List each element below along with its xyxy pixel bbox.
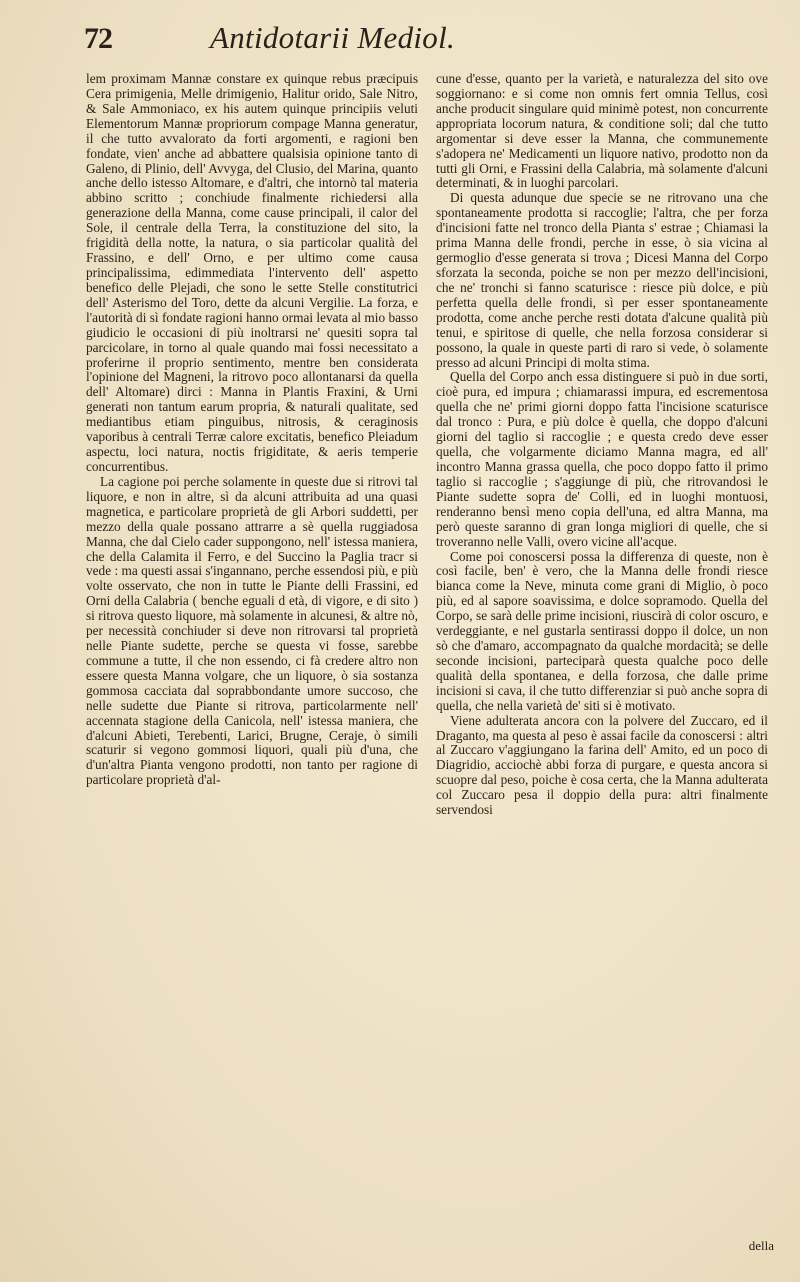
paragraph: Come poi conoscersi possa la differenza di queste, non è così facile, ben' è vero, che la Manna delle frondi riesce bianca come la Neve, minuta come grani di Miglio, ò poco più, ed al sapore soavissima, e dolce sopramodo. Quella del Corpo, se sarà delle prime incisioni, riuscirà di color oscuro, e verdeggiante, e nel gustarla sentirassi doppo il dolce, un non sò che d'amaro, accompagnato da qualche mordacità; se delle seconde incisioni, parteciparà questa qualche poco delle qualità della spontanea, e della forzosa, che dalle prime incisioni si cava, il che tutto differenziar si può anche sopra di quella, che nella varietà de' siti si è motivato. xyxy=(436,548,768,713)
paragraph: cune d'esse, quanto per la varietà, e naturalezza del sito ove soggiornano: e si come non omnis fert omnia Tellus, così anche producit singulare quid minimè potest, non concurrente appropriata locorum natura, & conditione soli; dal che tutto argomentar si deve esser la Manna, che communemente s'adopera ne' Medicamenti un liquore nativo, prodotto non da tutti gli Orni, e Frassini della Calabria, mà solamente d'alcuni determinati, & in luoghi parcolari. xyxy=(436,72,768,191)
paragraph: Di questa adunque due specie se ne ritrovano una che spontaneamente prodotta si raccoglie; l'altra, che per forza d'incisioni fatte nel tronco della Pianta s' estrae ; Chiamasi la prima Manna delle frondi, perche in esse, ò sia vicina al germoglio d'esse generata si trova ; Dicesi Manna del Corpo sforzata la seconda, poiche se non per mezzo dell'incisioni, che ne' tronchi si fanno scaturisce : riesce più dolce, e più perfetta quella delle frondi, sì per esser spontaneamente prodotta, come anche perche resti dotata d'alcune qualità più tenui, e spiritose di quelle, che nella forzosa considerar si possono, la quale in queste parti di raro si vede, ò solamente presso ad alcuni Principi di molta stima. xyxy=(436,190,768,370)
paragraph: lem proximam Mannæ constare ex quinque rebus præcipuis Cera primigenia, Melle drimigenio, Halitur orido, Sale Nitro, & Sale Ammoniaco, ex his autem quinque principiis veluti Elementorum Mannæ propriorum compage Manna generatur, il che tutto avvalorato da forti argomenti, e ragioni ben fondate, vien' anche ad abbattere qualsisia opinione tanto di Galeno, di Plinio, dell' Avvyga, del Clusio, del Marina, quanto anche dello istesso Altomare, e d'altri, che intornò tal materia abbino scritto ; conchiude finalmente richiedersi alla generazione della Manna, come cause principali, il calor del Sole, il centrale della Terra, la constituzione del sito, la frigidità della notte, la natura, o sia particolar qualità del Frassino, e dell' Orno, e per ultimo come causa principalissima, edimmediata l'intervento dell' aspetto benefico delle Plejadi, che sono le sette Stelle constitutrici dell' Asterismo del Toro, dette da alcuni Vergilie. La forza, e l'autorità di sì fondate ragioni hanno ormai levata al mio basso giudicio le occasioni di più inoltrarsi ne' quesiti sopra tal parcicolare, in torno al quale quando mai fossi necessitato a proferirne il proprio sentimento, mentre ben considerata l'opinione del Magneni, la ritrovo poco allontanarsi da quella dell' Altomare) dirci : Manna in Plantis Fraxini, & Urni generati non tantum earum propria, & naturali qualitate, sed mediantibus etiam pinguibus, nitrosis, & ceraginosis vaporibus à centrali Terræ calore excitatis, benefico Pleiadum aspectu, loci natura, noctis frigiditate, & aeris temperie concurrentibus. xyxy=(86,72,418,474)
page-header xyxy=(84,18,784,62)
paragraph: Quella del Corpo anch essa distinguere si può in due sorti, cioè pura, ed impura ; chiamarassi impura, ed escrementosa quella che ne' primi giorni doppo fatta l'incisione scaturisce dal tronco : Pura, e più dolce è quella, che doppo d'alcuni giorni del taglio si raccoglie ; e questa credo deve esser quella, che volgarmente diciamo Manna magra, ed all' incontro Manna grassa quella, che poco doppo fatto il primo taglio si raccoglie ; s'aggiunge di più, che ritrovandosi le Piante sudette sopra de' Colli, ed in luoghi montuosi, renderanno bensì meno copia dell'una, ed altra Manna, ma però queste saranno di gran longa migliori di quelle, che si troveranno nelle Valli, overo vicine all'acque. xyxy=(436,369,768,549)
left-column xyxy=(86,72,418,1252)
paragraph: La cagione poi perche solamente in queste due si ritrovi tal liquore, e non in altre, sì da alcuni attribuita ad una quasi magnetica, e particolare proprietà de gli Arbori suddetti, per mezzo della quale possano attrarre a sè quella ruggiadosa Manna, che dal Cielo cader suppongono, nell' istessa maniera, che della Calamita il Ferro, e del Succino la Paglia tracr si vede : ma questi assai s'ingannano, perche essendosi più, e più volte osservato, che non in tutte le Piante delli Frassini, ed Orni della Calabria ( benche eguali d età, di vigore, e di sito ) si ritrova questo liquore, mà solamente in alcunesi, & altre nò, per necessità conchiuder si deve non ritrovarsi tal proprietà nelle Piante sudette, perche se questa vi fosse, sarebbe commune a tutte, il che non essendo, ci fà credere altro non essere questa Manna volgare, che un liquore, ò sia sostanza gommosa cacciata dal soprabbondante umore succoso, che nelle sudette due Piante si ritrova, particolarmente nell' accennata stagione della Canicola, nell' istessa maniera, che d'alcuni Abieti, Terebenti, Larici, Brugne, Ceraje, ò simili scaturir si vegono gommosi liquori, quali più d'una, che d'un'altra Pianta vengono prodotti, non tanto per ragione di particolare proprietà d'al- xyxy=(86,473,418,788)
paragraph: Viene adulterata ancora con la polvere del Zuccaro, ed il Draganto, ma questa al peso è assai facile da conoscersi : altri al Zuccaro v'aggiungano la farina dell' Amito, ed un poco di Diagridio, acciochè abbi forza di purgare, e questa ancora si scuopre dal peso, poiche è cosa certa, che la Manna adulterata col Zuccaro pesa il doppio della pura: altri finalmente servendosi xyxy=(436,712,768,818)
running-title: Antidotarii Mediol. xyxy=(210,20,456,55)
page-number: 72 xyxy=(84,22,112,55)
right-column xyxy=(436,72,768,1252)
catchword: della xyxy=(748,1238,774,1253)
